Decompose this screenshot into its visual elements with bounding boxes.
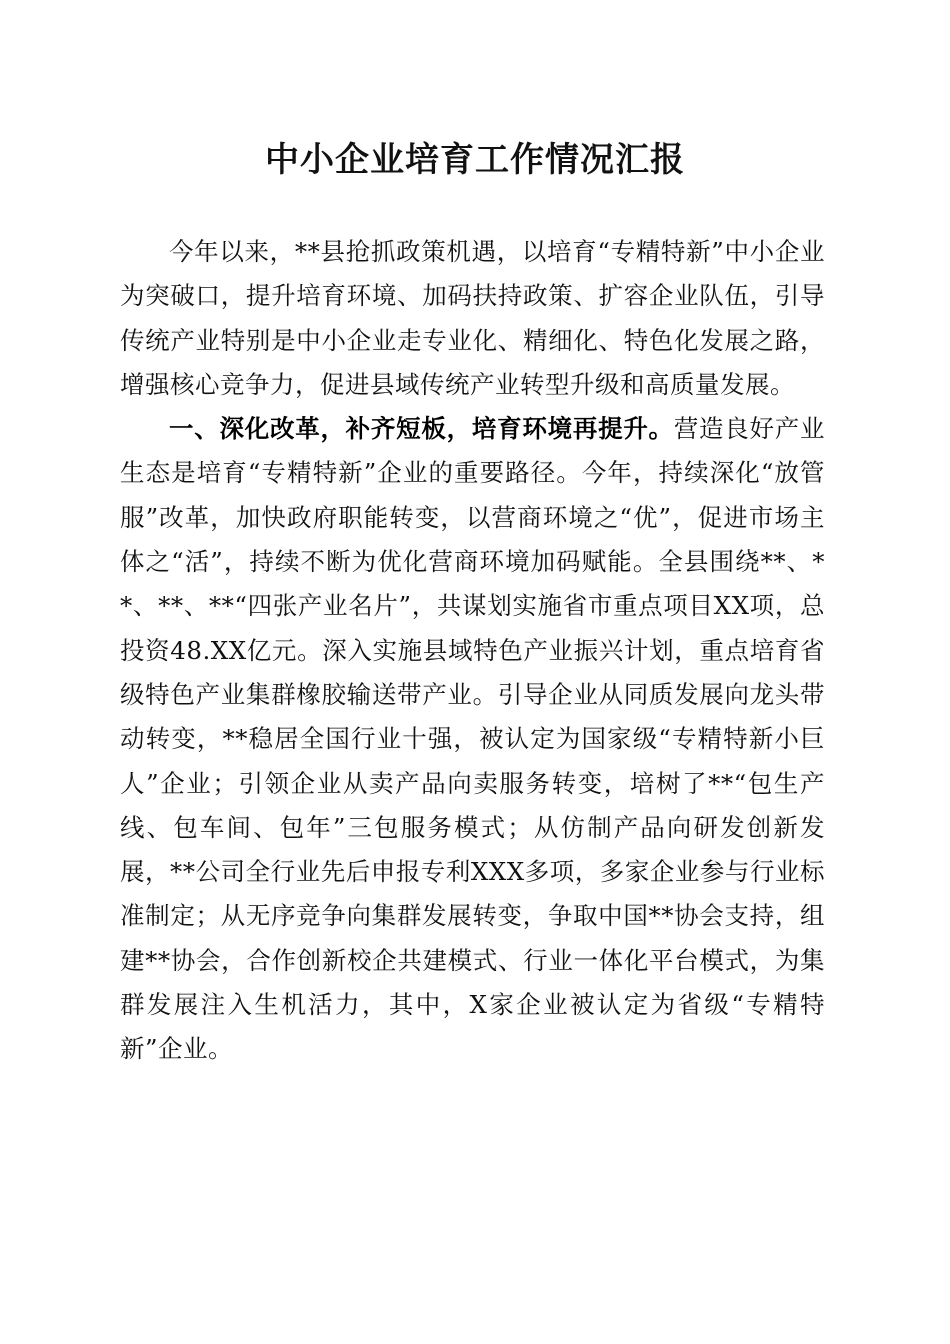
section-1-heading: 一、深化改革，补齐短板，培育环境再提升。: [169, 414, 674, 444]
intro-paragraph-text: 今年以来，**县抢抓政策机遇，以培育“专精特新”中小企业为突破口，提升培育环境、加码扶持政策、扩容企业队伍，引导传统产业特别是中小企业走专业化、精细化、特色化发展之路，增强核心竞争力，促进县域传统产业转型升级和高质量发展。: [120, 237, 825, 399]
document-body: [120, 230, 825, 1072]
section-1-text: 营造良好产业生态是培育“专精特新”企业的重要路径。今年，持续深化“放管服”改革，加快政府职能转变，以营商环境之“优”，促进市场主体之“活”，持续不断为优化营商环境加码赋能。全县围绕**、**、**、**“四张产业名片”，共谋划实施省市重点项目XX项，总投资48.XX亿元。深入实施县域特色产业振兴计划，重点培育省级特色产业集群橡胶输送带产业。引导企业从同质发展向龙头带动转变，**稳居全国行业十强，被认定为国家级“专精特新小巨人”企业；引领企业从卖产品向卖服务转变，培树了**“包生产线、包车间、包年”三包服务模式；从仿制产品向研发创新发展，**公司全行业先后申报专利XXX多项，多家企业参与行业标准制定；从无序竞争向集群发展转变，争取中国**协会支持，组建**协会，合作创新校企共建模式、行业一体化平台模式，为集群发展注入生机活力，其中，X家企业被认定为省级“专精特新”企业。: [120, 414, 826, 1064]
document-title: 中小企业培育工作情况汇报: [265, 140, 685, 180]
intro-paragraph: [120, 230, 825, 407]
section-1-paragraph: [120, 407, 825, 1071]
